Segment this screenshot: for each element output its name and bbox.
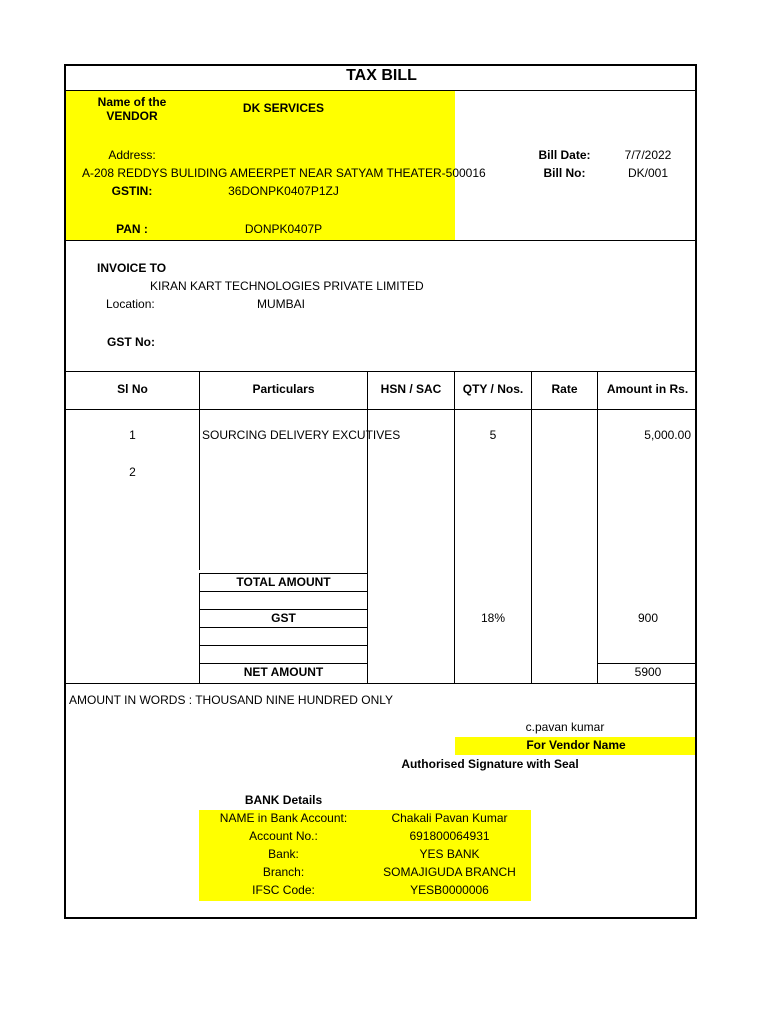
total-amount-label: TOTAL AMOUNT — [236, 575, 331, 589]
page-title: TAX BILL — [346, 67, 417, 84]
gst-no-label: GST No: — [107, 335, 155, 349]
header-sl-no: Sl No — [117, 382, 148, 396]
authorised-signature: Authorised Signature with Seal — [401, 757, 579, 771]
col-divider-3 — [454, 371, 455, 683]
vendor-address: A-208 REDDYS BULIDING AMEERPET NEAR SATYAM THEATER-500016 — [82, 166, 486, 180]
vendor-divider — [65, 240, 697, 241]
invoice-to-label: INVOICE TO — [97, 261, 167, 275]
row-1-amount: 5,000.00 — [644, 428, 691, 442]
bank-field-value: YES BANK — [419, 847, 480, 861]
vendor-name: DK SERVICES — [242, 101, 325, 115]
gst-label: GST — [271, 611, 296, 625]
table-header-border — [65, 409, 697, 410]
net-amount-value: 5900 — [634, 665, 662, 679]
vendor-name-label: Name of the — [97, 95, 167, 109]
gst-amount: 900 — [637, 611, 659, 625]
summary-line-1 — [199, 591, 368, 592]
bank-field-value: 691800064931 — [409, 829, 490, 843]
header-hsn-sac: HSN / SAC — [380, 382, 442, 396]
bank-details-title: BANK Details — [244, 793, 323, 807]
row-1-particulars: SOURCING DELIVERY EXCUTIVES — [202, 428, 401, 442]
pan-label: PAN : — [116, 222, 148, 236]
row-2-sl: 2 — [129, 465, 136, 479]
signatory-name: c.pavan kumar — [525, 720, 605, 734]
for-vendor-name: For Vendor Name — [526, 738, 626, 752]
bank-field-label: IFSC Code: — [252, 883, 315, 897]
bank-field-label: Bank: — [268, 847, 299, 861]
col-divider-1 — [199, 371, 200, 570]
bank-field-value: Chakali Pavan Kumar — [391, 811, 508, 825]
title-divider — [65, 90, 697, 91]
bill-no-label: Bill No: — [543, 166, 586, 180]
address-label: Address: — [108, 148, 156, 162]
gst-rate: 18% — [480, 611, 506, 625]
bill-no: DK/001 — [627, 166, 669, 180]
summary-line-2 — [199, 609, 368, 610]
gstin-label: GSTIN: — [111, 184, 153, 198]
location-label: Location: — [106, 297, 155, 311]
col-divider-5 — [597, 371, 598, 683]
row-1-sl: 1 — [129, 428, 136, 442]
vendor-pan: DONPK0407P — [244, 222, 323, 236]
row-1-qty: 5 — [489, 428, 497, 442]
summary-line-4 — [199, 645, 368, 646]
summary-line-3 — [199, 627, 368, 628]
bill-date-label: Bill Date: — [538, 148, 591, 162]
bank-field-value: SOMAJIGUDA BRANCH — [383, 865, 516, 879]
bank-field-label: NAME in Bank Account: — [219, 811, 348, 825]
table-top-border — [65, 371, 697, 372]
summary-line-5 — [199, 663, 368, 664]
bank-field-label: Account No.: — [249, 829, 318, 843]
bank-field-value: YESB0000006 — [410, 883, 489, 897]
invoice-company: KIRAN KART TECHNOLOGIES PRIVATE LIMITED — [150, 279, 424, 293]
table-bottom-border — [65, 683, 697, 684]
col-divider-4 — [531, 371, 532, 683]
header-qty: QTY / Nos. — [462, 382, 524, 396]
header-particulars: Particulars — [252, 382, 315, 396]
bill-date: 7/7/2022 — [624, 148, 672, 162]
vendor-name-label-2: VENDOR — [106, 109, 158, 123]
net-amount-label: NET AMOUNT — [243, 665, 324, 679]
amount-in-words: AMOUNT IN WORDS : THOUSAND NINE HUNDRED ONLY — [69, 693, 394, 707]
net-amount-line — [597, 663, 697, 664]
header-amount: Amount in Rs. — [606, 382, 689, 396]
header-rate: Rate — [551, 382, 578, 396]
vendor-gstin: 36DONPK0407P1ZJ — [228, 184, 339, 198]
location-value: MUMBAI — [257, 297, 305, 311]
bank-field-label: Branch: — [262, 865, 305, 879]
